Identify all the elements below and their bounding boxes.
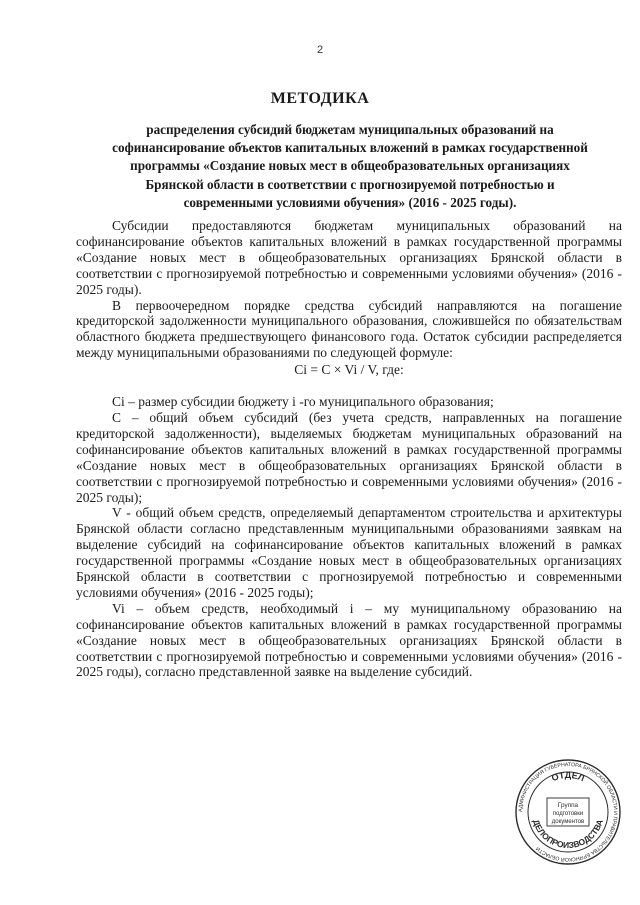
definition-ci: Ci – размер субсидии бюджету i -го муниципального образования;: [112, 394, 494, 410]
document-subtitle: распределения субсидий бюджетам муниципальных образований на софинансирование объектов капитальных вложений в рамках государственной программы «Создание новых мест в общеобразовательных организациях Брянской области в соответствии с прогнозируемой потребностью и современными условиями обучения» (2016 - 2025 годы).: [112, 122, 588, 210]
definition-v: V - общий объем средств, определяемый департаментом строительства и архитектуры Брянской области согласно представленным муниципальными образованиями заявкам на выделение субсидий на софинансирование объектов капитальных вложений в рамках государственной программы «Создание новых мест в общеобразовательных организациях Брянской области в соответствии с прогнозируемой потребностью и современными условиями обучения» (2016 - 2025 годы);: [76, 505, 622, 600]
official-stamp: [514, 758, 622, 866]
formula: Ci = C × Vi / V, где:: [294, 362, 404, 378]
stamp-center-line2: подготовки: [552, 811, 584, 817]
document-body: [76, 218, 622, 680]
document-title: МЕТОДИКА: [270, 90, 370, 107]
stamp-outer-text: АДМИНИСТРАЦИЯ ГУБЕРНАТОРА БРЯНСКОЙ ОБЛАСТИ И ПРАВИТЕЛЬСТВА БРЯНСКОЙ ОБЛАСТИ: [517, 761, 619, 863]
paragraph-subsidies: Субсидии предоставляются бюджетам муниципальных образований на софинансирование объектов капитальных вложений в рамках государственной программы «Создание новых мест в общеобразовательных организациях Брянской области в соответствии с прогнозируемой потребностью и современными условиями обучения» (2016 - 2025 годы).: [76, 218, 622, 297]
paragraph-priority: В первоочередном порядке средства субсидий направляются на погашение кредиторской задолженности муниципального образования, сложившейся по обязательствам областного бюджета предшествующего финансового года. Остаток субсидии распределяется между муниципальными образованиями по следующей формуле:: [76, 297, 622, 361]
definition-c: C – общий объем субсидий (без учета средств, направленных на погашение кредиторской задолженности), выделяемых бюджетам муниципальных образований на софинансирование объектов капитальных вложений в рамках государственной программы «Создание новых мест в общеобразовательных организациях Брянской области в соответствии с прогнозируемой потребностью и современными условиями обучения» (2016 - 2025 годы);: [76, 409, 622, 505]
stamp-top-text: ОТДЕЛ: [550, 769, 586, 784]
page-number: 2: [316, 44, 324, 56]
stamp-center-line1: Группа: [557, 802, 579, 809]
definition-vi: Vi – объем средств, необходимый i – му муниципальному образованию на софинансирование объектов капитальных вложений в рамках государственной программы «Создание новых мест в общеобразовательных организациях Брянской области в соответствии с прогнозируемой потребностью и современными условиями обучения» (2016 - 2025 годы), согласно представленной заявке на выделение субсидий.: [76, 600, 622, 680]
stamp-bottom-text: ДЕЛОПРОИЗВОДСТВА: [531, 818, 605, 851]
stamp-graphic: [514, 758, 622, 866]
stamp-center-line3: документов: [551, 819, 585, 825]
